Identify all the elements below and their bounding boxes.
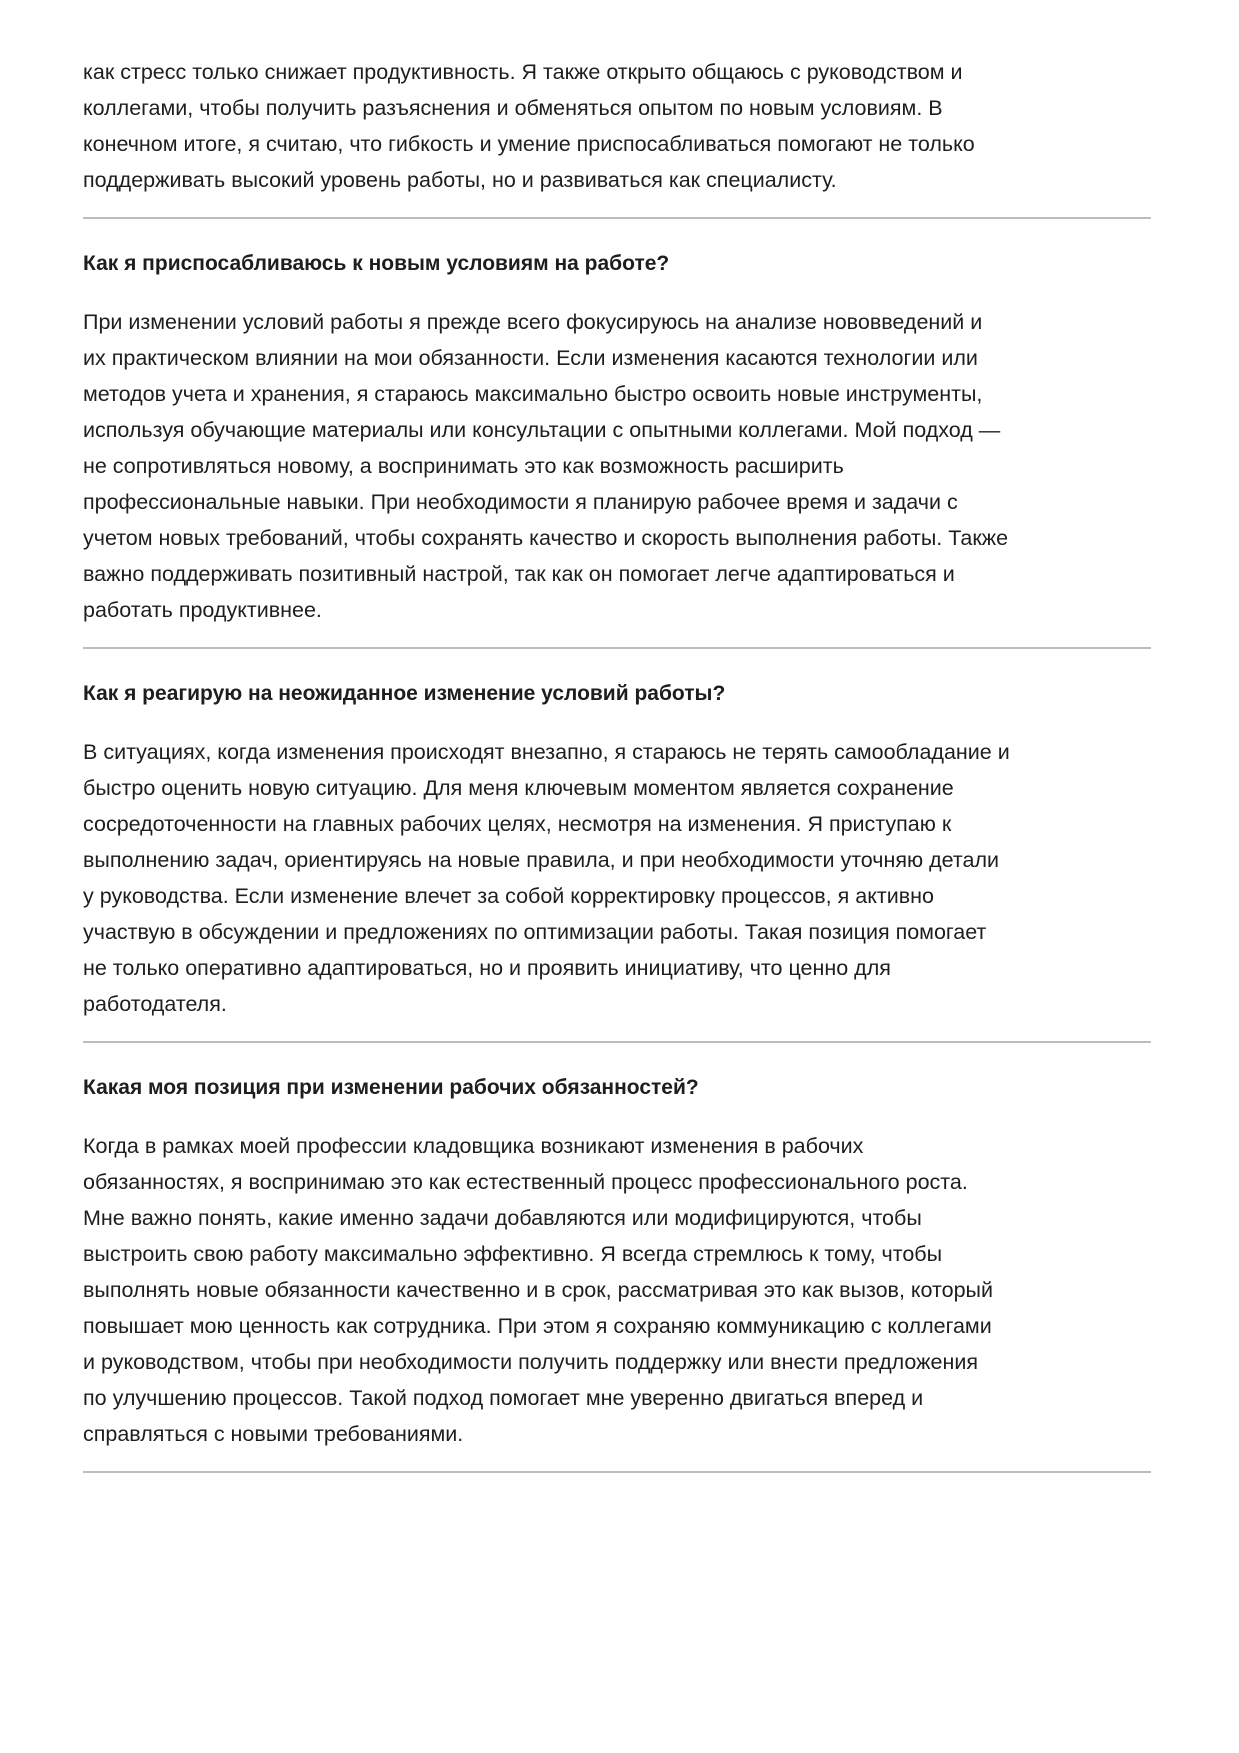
paragraph-line: важно поддерживать позитивный настрой, так как он помогает легче адаптироваться и <box>83 562 955 586</box>
paragraph-line: профессиональные навыки. При необходимости я планирую рабочее время и задачи с <box>83 490 958 514</box>
paragraph-line: используя обучающие материалы или консультации с опытными коллегами. Мой подход — <box>83 418 1001 442</box>
paragraph-line: сосредоточенности на главных рабочих целях, несмотря на изменения. Я приступаю к <box>83 812 952 836</box>
paragraph-line: выстроить свою работу максимально эффективно. Я всегда стремлюсь к тому, чтобы <box>83 1242 943 1266</box>
section-divider <box>83 1041 1151 1043</box>
paragraph-line: справляться с новыми требованиями. <box>83 1422 464 1446</box>
section-paragraph <box>83 304 1151 628</box>
paragraph-line: работодателя. <box>83 992 227 1016</box>
paragraph-line: их практическом влиянии на мои обязанности. Если изменения касаются технологии или <box>83 346 978 370</box>
paragraph-line: В ситуациях, когда изменения происходят внезапно, я стараюсь не терять самообладание и <box>83 740 1010 764</box>
section-heading: Какая моя позиция при изменении рабочих обязанностей? <box>83 1076 699 1099</box>
paragraph-line: Когда в рамках моей профессии кладовщика возникают изменения в рабочих <box>83 1134 864 1158</box>
section-paragraph <box>83 1128 1151 1452</box>
paragraph-line: обязанностях, я воспринимаю это как естественный процесс профессионального роста. <box>83 1170 968 1194</box>
paragraph-line: и руководством, чтобы при необходимости получить поддержку или внести предложения <box>83 1350 978 1374</box>
intro-paragraph <box>83 54 1151 198</box>
paragraph-line: методов учета и хранения, я стараюсь максимально быстро освоить новые инструменты, <box>83 382 983 406</box>
paragraph-line: не сопротивляться новому, а воспринимать это как возможность расширить <box>83 454 844 478</box>
paragraph-line: конечном итоге, я считаю, что гибкость и умение приспосабливаться помогают не только <box>83 132 975 156</box>
paragraph-line: учетом новых требований, чтобы сохранять качество и скорость выполнения работы. Также <box>83 526 1009 550</box>
section-divider <box>83 647 1151 649</box>
paragraph-line: как стресс только снижает продуктивность. Я также открыто общаюсь с руководством и <box>83 60 963 84</box>
paragraph-line: Мне важно понять, какие именно задачи добавляются или модифицируются, чтобы <box>83 1206 922 1230</box>
paragraph-line: у руководства. Если изменение влечет за собой корректировку процессов, я активно <box>83 884 934 908</box>
paragraph-line: При изменении условий работы я прежде всего фокусируюсь на анализе нововведений и <box>83 310 983 334</box>
document-body <box>83 54 1151 1500</box>
section-paragraph <box>83 734 1151 1022</box>
paragraph-line: по улучшению процессов. Такой подход помогает мне уверенно двигаться вперед и <box>83 1386 924 1410</box>
section-divider <box>83 1471 1151 1473</box>
paragraph-line: работать продуктивнее. <box>83 598 322 622</box>
section-heading: Как я реагирую на неожиданное изменение условий работы? <box>83 682 726 705</box>
paragraph-line: выполнять новые обязанности качественно и в срок, рассматривая это как вызов, который <box>83 1278 994 1302</box>
section-divider <box>83 217 1151 219</box>
paragraph-line: поддерживать высокий уровень работы, но и развиваться как специалисту. <box>83 168 837 192</box>
paragraph-line: быстро оценить новую ситуацию. Для меня ключевым моментом является сохранение <box>83 776 954 800</box>
paragraph-line: участвую в обсуждении и предложениях по оптимизации работы. Такая позиция помогает <box>83 920 987 944</box>
paragraph-line: коллегами, чтобы получить разъяснения и обменяться опытом по новым условиям. В <box>83 96 943 120</box>
section-heading: Как я приспосабливаюсь к новым условиям на работе? <box>83 252 670 275</box>
paragraph-line: повышает мою ценность как сотрудника. При этом я сохраняю коммуникацию с коллегами <box>83 1314 992 1338</box>
paragraph-line: не только оперативно адаптироваться, но и проявить инициативу, что ценно для <box>83 956 891 980</box>
paragraph-line: выполнению задач, ориентируясь на новые правила, и при необходимости уточняю детали <box>83 848 1000 872</box>
